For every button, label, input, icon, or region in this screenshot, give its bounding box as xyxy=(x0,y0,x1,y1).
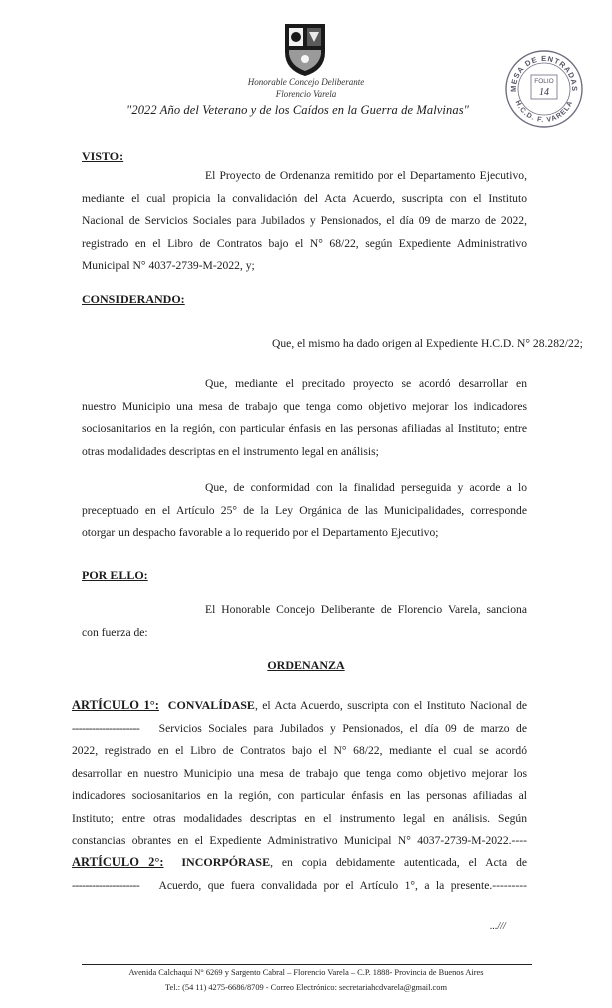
visto-line: mediante el cual propicia la convalidación del Acta Acuerdo, suscripta con el Instituto xyxy=(82,191,527,205)
articulo-1-line: Instituto; entre otras modalidades descriptas en el instrumento legal en análisis. Según xyxy=(72,811,527,825)
considerando-line: Que, mediante el precitado proyecto se acordó desarrollar en xyxy=(205,377,527,390)
articulo-2-dashes: -------------------- xyxy=(72,878,140,892)
articulo-1-line: constancias obrantes en el Expediente Administrativo Municipal N° 4037-2739-M-2022.---- xyxy=(72,834,527,847)
considerando-line: Que, de conformidad con la finalidad perseguida y acorde a lo xyxy=(205,481,527,494)
stamp-bottom-text: H.C.D. F. VARELA xyxy=(513,99,575,125)
articulo-1-text: , el Acta Acuerdo, suscripta con el Instituto Nacional de xyxy=(254,699,528,712)
articulo-2-text: Acuerdo, que fuera convalidada por el Artículo 1°, a la presente.--------- xyxy=(158,878,527,892)
stamp-folio-label: FOLIO xyxy=(534,78,554,85)
footer-contact: Tel.: (54 11) 4275-6686/8709 - Correo Electrónico: secretariahcdvarela@gmail.com xyxy=(165,983,447,992)
continuation-mark: .../// xyxy=(490,921,506,932)
articulo-1-label: ARTÍCULO 1°: xyxy=(72,698,159,712)
considerando-heading: CONSIDERANDO: xyxy=(82,292,185,306)
visto-line: Municipal N° 4037-2739-M-2022, y; xyxy=(82,259,255,272)
por-ello-line: con fuerza de: xyxy=(82,625,148,639)
articulo-1-verb: CONVALÍDASE xyxy=(167,698,255,712)
articulo-1 xyxy=(72,694,527,853)
stamp-top-text: MESA DE ENTRADAS xyxy=(508,53,580,93)
articulo-1-line: indicadores sociosanitarios en la región, con particular énfasis en las personas afiliadas al xyxy=(72,789,527,802)
coat-of-arms-logo xyxy=(281,22,329,78)
ordenanza-heading-wrap xyxy=(0,658,612,673)
footer-divider xyxy=(82,964,532,965)
articulo-1-line: desarrollar en nuestro Municipio una mesa de trabajo que tenga como objetivo mejorar los xyxy=(72,766,527,780)
considerando-paragraph-2 xyxy=(82,373,527,463)
considerando-paragraph-1 xyxy=(82,333,583,356)
ordenanza-heading: ORDENANZA xyxy=(267,658,345,672)
visto-line: registrado en el Libro de Contratos bajo el N° 68/22, según Expediente Administrativo xyxy=(82,236,527,250)
considerando-line: otorgar un despacho favorable a lo requerido por el Departamento Ejecutivo; xyxy=(82,526,439,539)
institution-city: Florencio Varela xyxy=(275,89,337,99)
articulo-1-text: Servicios Sociales para Jubilados y Pensionados, el día 09 de marzo de xyxy=(158,721,527,735)
footer-address: Avenida Calchaquí N° 6269 y Sargento Cabral – Florencio Varela – C.P. 1888- Provincia de Buenos Aires xyxy=(128,968,484,977)
articulo-2 xyxy=(72,851,527,897)
articulo-1-dashes: -------------------- xyxy=(72,721,140,735)
considerando-line: preceptuado en el Artículo 25° de la Ley Orgánica de las Municipalidades, corresponde xyxy=(82,503,527,517)
articulo-1-line: 2022, registrado en el Libro de Contratos bajo el N° 68/22, mediante el cual se acordó xyxy=(72,744,527,757)
por-ello-heading: POR ELLO: xyxy=(82,568,148,582)
mesa-de-entradas-stamp xyxy=(503,48,585,130)
stamp-folio-number: 14 xyxy=(539,87,549,98)
articulo-2-verb: INCORPÓRASE xyxy=(181,855,271,869)
visto-line: Nacional de Servicios Sociales para Jubilados y Pensionados, el día 09 de marzo de 2022, xyxy=(82,214,527,227)
articulo-2-text: , en copia debidamente autenticada, el Acta de xyxy=(270,856,528,869)
por-ello-paragraph xyxy=(82,599,527,644)
visto-paragraph xyxy=(82,165,527,278)
considerando-paragraph-3 xyxy=(82,477,527,545)
articulo-2-label: ARTÍCULO 2°: xyxy=(72,855,164,869)
year-motto: "2022 Año del Veterano y de los Caídos en la Guerra de Malvinas" xyxy=(126,103,470,117)
institution-name: Honorable Concejo Deliberante xyxy=(247,77,365,87)
considerando-line: nuestro Municipio una mesa de trabajo que tenga como objetivo mejorar los indicadores xyxy=(82,399,527,413)
considerando-line: Que, el mismo ha dado origen al Expediente H.C.D. N° 28.282/22; xyxy=(272,337,583,350)
visto-heading: VISTO: xyxy=(82,149,124,163)
considerando-line: otras modalidades descriptas en el instrumento legal en análisis; xyxy=(82,444,379,458)
considerando-line: sociosanitarios en la región, con particular énfasis en las personas afiliadas al Instituto; entre xyxy=(82,422,527,435)
por-ello-line: El Honorable Concejo Deliberante de Florencio Varela, sanciona xyxy=(205,603,527,616)
visto-line: El Proyecto de Ordenanza remitido por el Departamento Ejecutivo, xyxy=(205,169,527,182)
